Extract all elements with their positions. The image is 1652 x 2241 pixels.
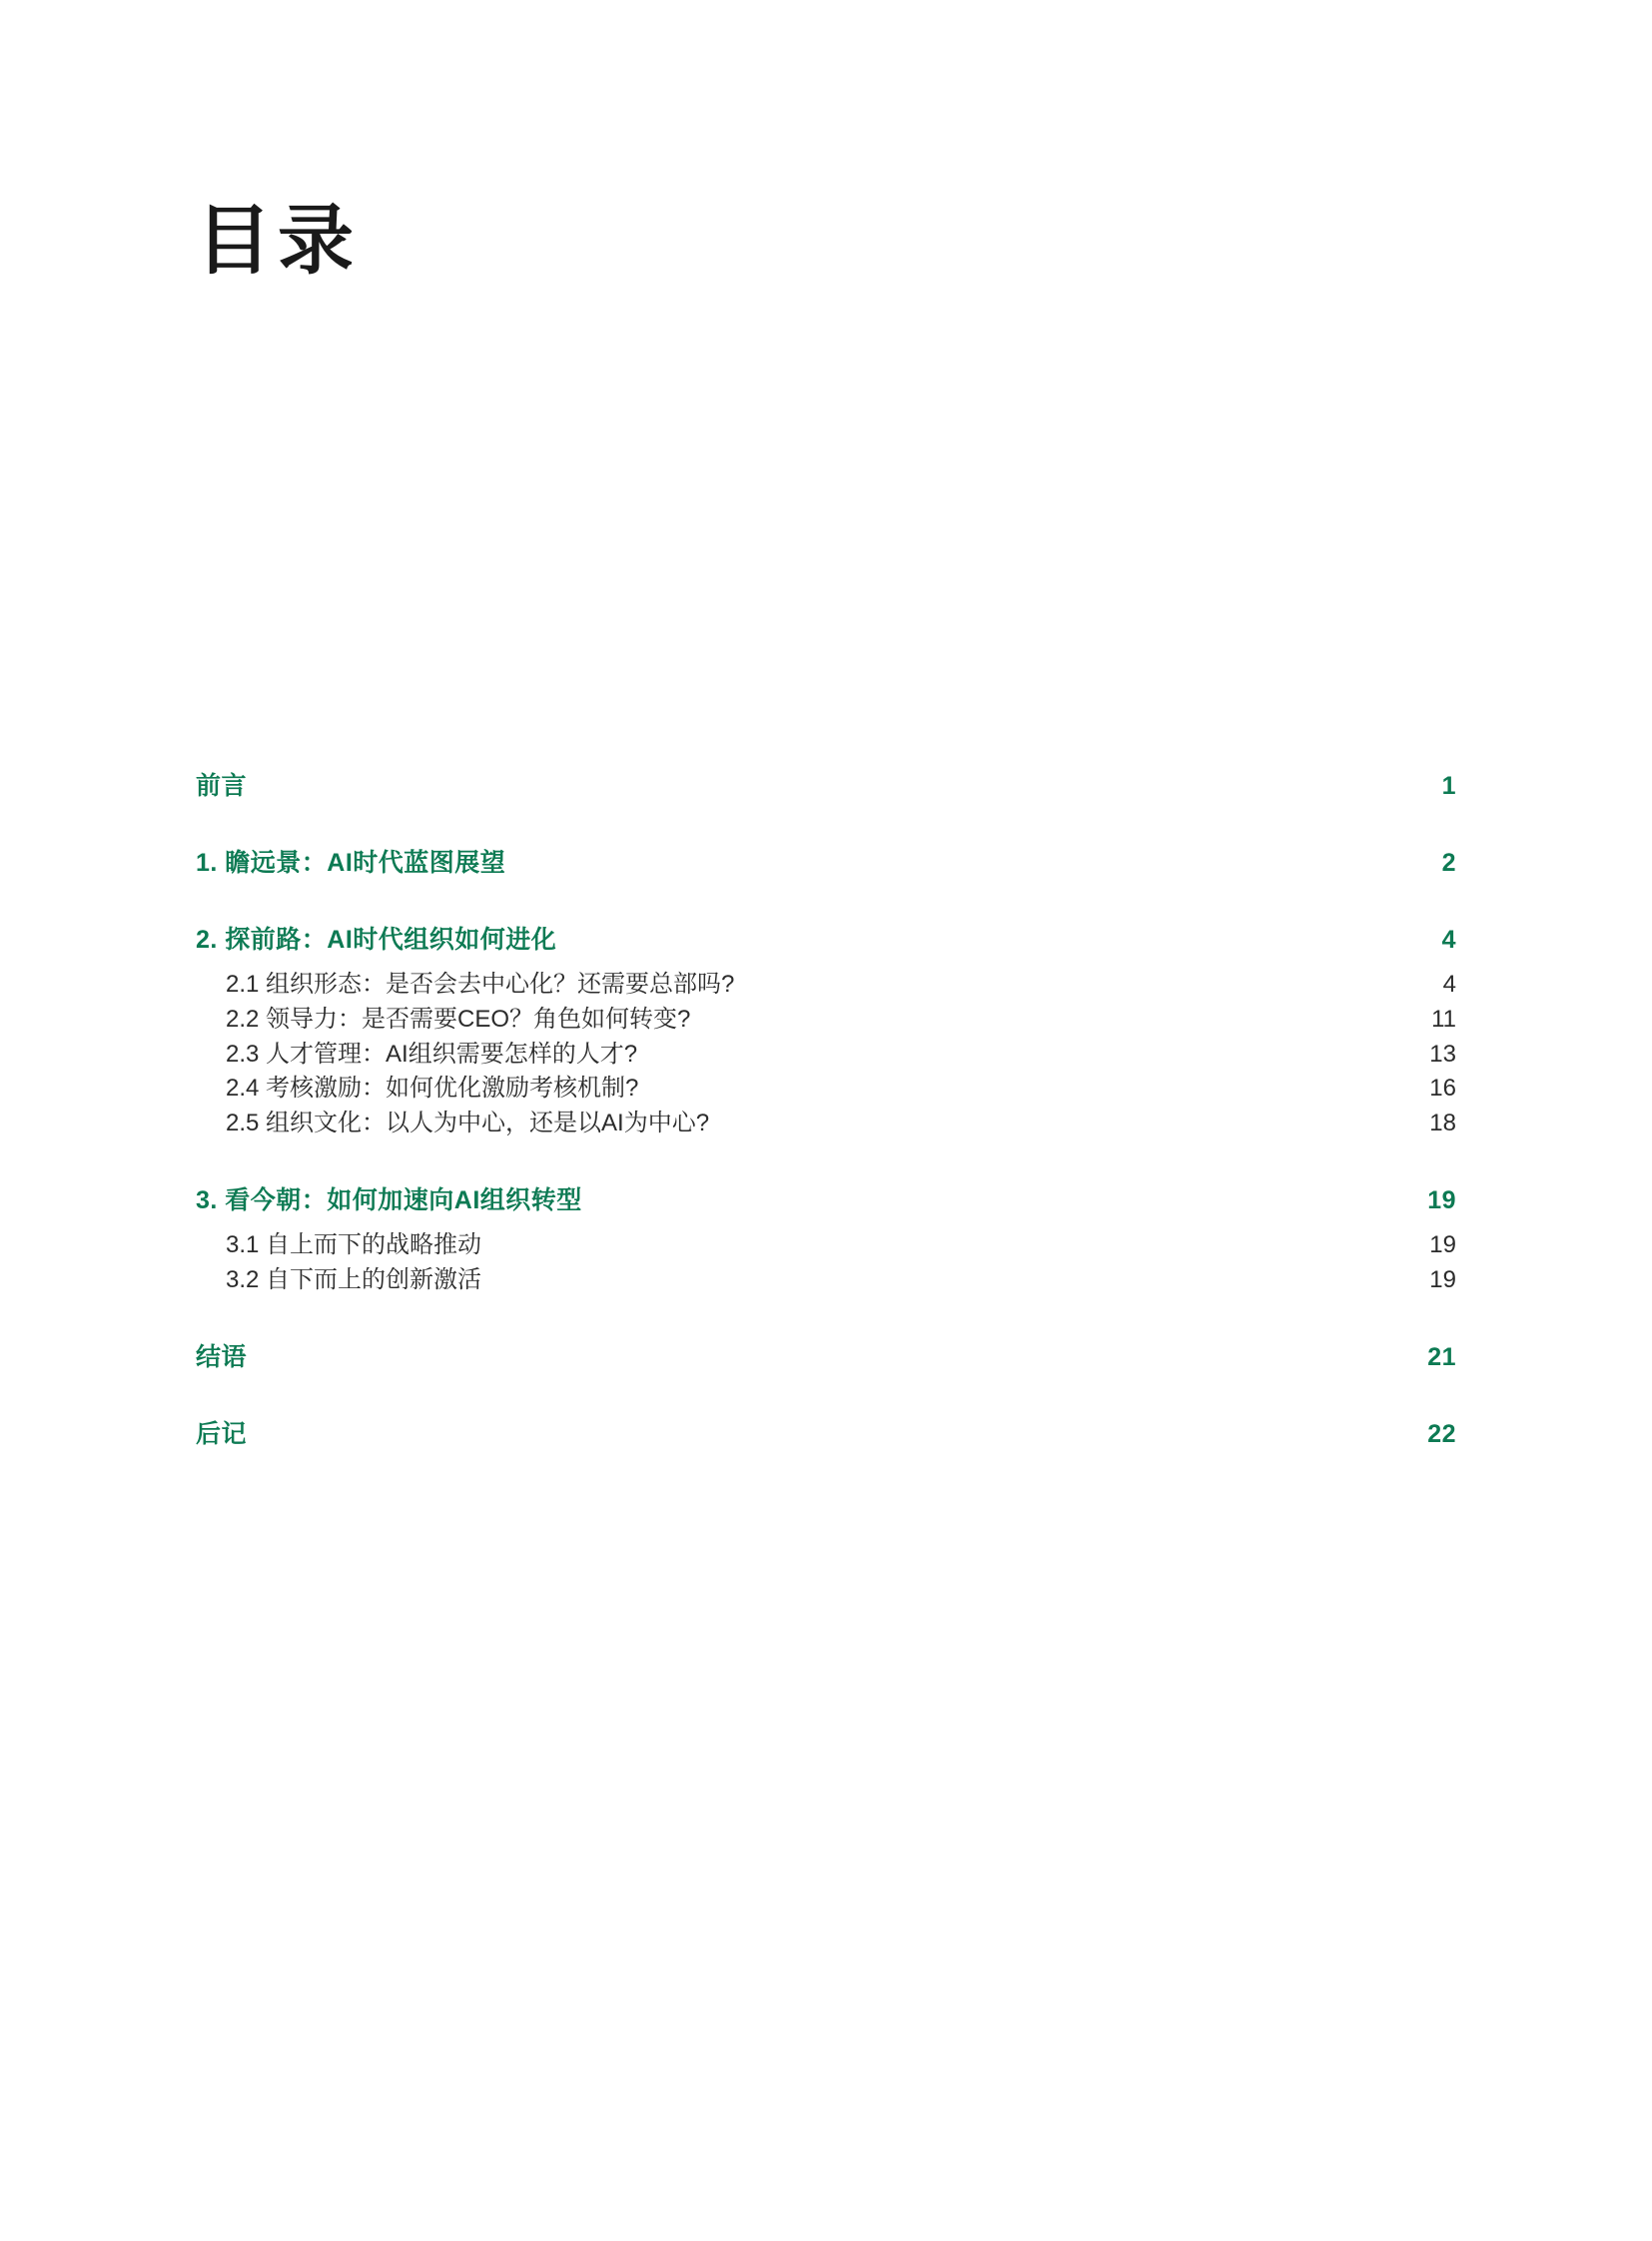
toc-entry-page: 18 xyxy=(1429,1110,1456,1137)
toc-entry-label: 3.2 自下而上的创新激活 xyxy=(226,1265,482,1293)
toc-entry-page: 4 xyxy=(1441,926,1456,954)
toc-entry-page: 1 xyxy=(1441,772,1456,800)
toc-entry-page: 21 xyxy=(1427,1342,1456,1371)
toc-entry-preface[interactable] xyxy=(196,769,1456,804)
spacer xyxy=(196,1375,1456,1417)
toc-entry-label: 后记 xyxy=(196,1419,248,1448)
toc-entry-label: 前言 xyxy=(196,772,248,800)
toc-entry-label: 3.1 自上而下的战略推动 xyxy=(226,1230,482,1258)
toc-entry-section-2-1[interactable] xyxy=(196,968,1456,1003)
toc-entry-page: 4 xyxy=(1442,971,1456,998)
toc-entry-section-2-4[interactable] xyxy=(196,1072,1456,1107)
spacer xyxy=(196,804,1456,846)
toc-entry-page: 2 xyxy=(1441,849,1456,877)
toc-entry-section-3-1[interactable] xyxy=(196,1228,1456,1263)
toc-entry-page: 22 xyxy=(1427,1419,1456,1448)
toc-entry-label: 2.4 考核激励：如何优化激励考核机制? xyxy=(226,1075,639,1103)
toc-entry-chapter-3[interactable] xyxy=(196,1183,1456,1218)
toc-entry-label: 3. 看今朝：如何加速向AI组织转型 xyxy=(196,1185,582,1214)
toc-entry-label: 2.1 组织形态：是否会去中心化？还需要总部吗? xyxy=(226,971,735,998)
toc-entry-label: 1. 瞻远景：AI时代蓝图展望 xyxy=(196,849,506,877)
spacer xyxy=(196,1298,1456,1340)
spacer xyxy=(196,881,1456,923)
toc-entry-label: 结语 xyxy=(196,1342,248,1371)
toc-entry-page: 19 xyxy=(1429,1265,1456,1293)
page-title: 目录 xyxy=(196,199,360,284)
toc-entry-chapter-1[interactable] xyxy=(196,846,1456,881)
toc-entry-label: 2.5 组织文化：以人为中心，还是以AI为中心? xyxy=(226,1110,710,1137)
spacer xyxy=(196,958,1456,968)
spacer xyxy=(196,1218,1456,1228)
toc-entry-postscript[interactable] xyxy=(196,1417,1456,1452)
toc-entry-section-3-2[interactable] xyxy=(196,1263,1456,1298)
toc-entry-page: 11 xyxy=(1431,1005,1456,1033)
toc-entry-label: 2. 探前路：AI时代组织如何进化 xyxy=(196,926,557,954)
toc-entry-label: 2.3 人才管理：AI组织需要怎样的人才? xyxy=(226,1040,638,1068)
toc-entry-page: 16 xyxy=(1429,1075,1456,1103)
toc-entry-page: 19 xyxy=(1427,1185,1456,1214)
toc-entry-conclusion[interactable] xyxy=(196,1340,1456,1375)
toc-entry-chapter-2[interactable] xyxy=(196,923,1456,958)
toc-entry-page: 19 xyxy=(1429,1230,1456,1258)
spacer xyxy=(196,1141,1456,1183)
toc-entry-section-2-2[interactable] xyxy=(196,1003,1456,1038)
toc-entry-label: 2.2 领导力：是否需要CEO？角色如何转变? xyxy=(226,1005,691,1033)
toc-entry-section-2-3[interactable] xyxy=(196,1038,1456,1073)
table-of-contents xyxy=(196,769,1456,1452)
toc-entry-page: 13 xyxy=(1429,1040,1456,1068)
toc-entry-section-2-5[interactable] xyxy=(196,1107,1456,1141)
